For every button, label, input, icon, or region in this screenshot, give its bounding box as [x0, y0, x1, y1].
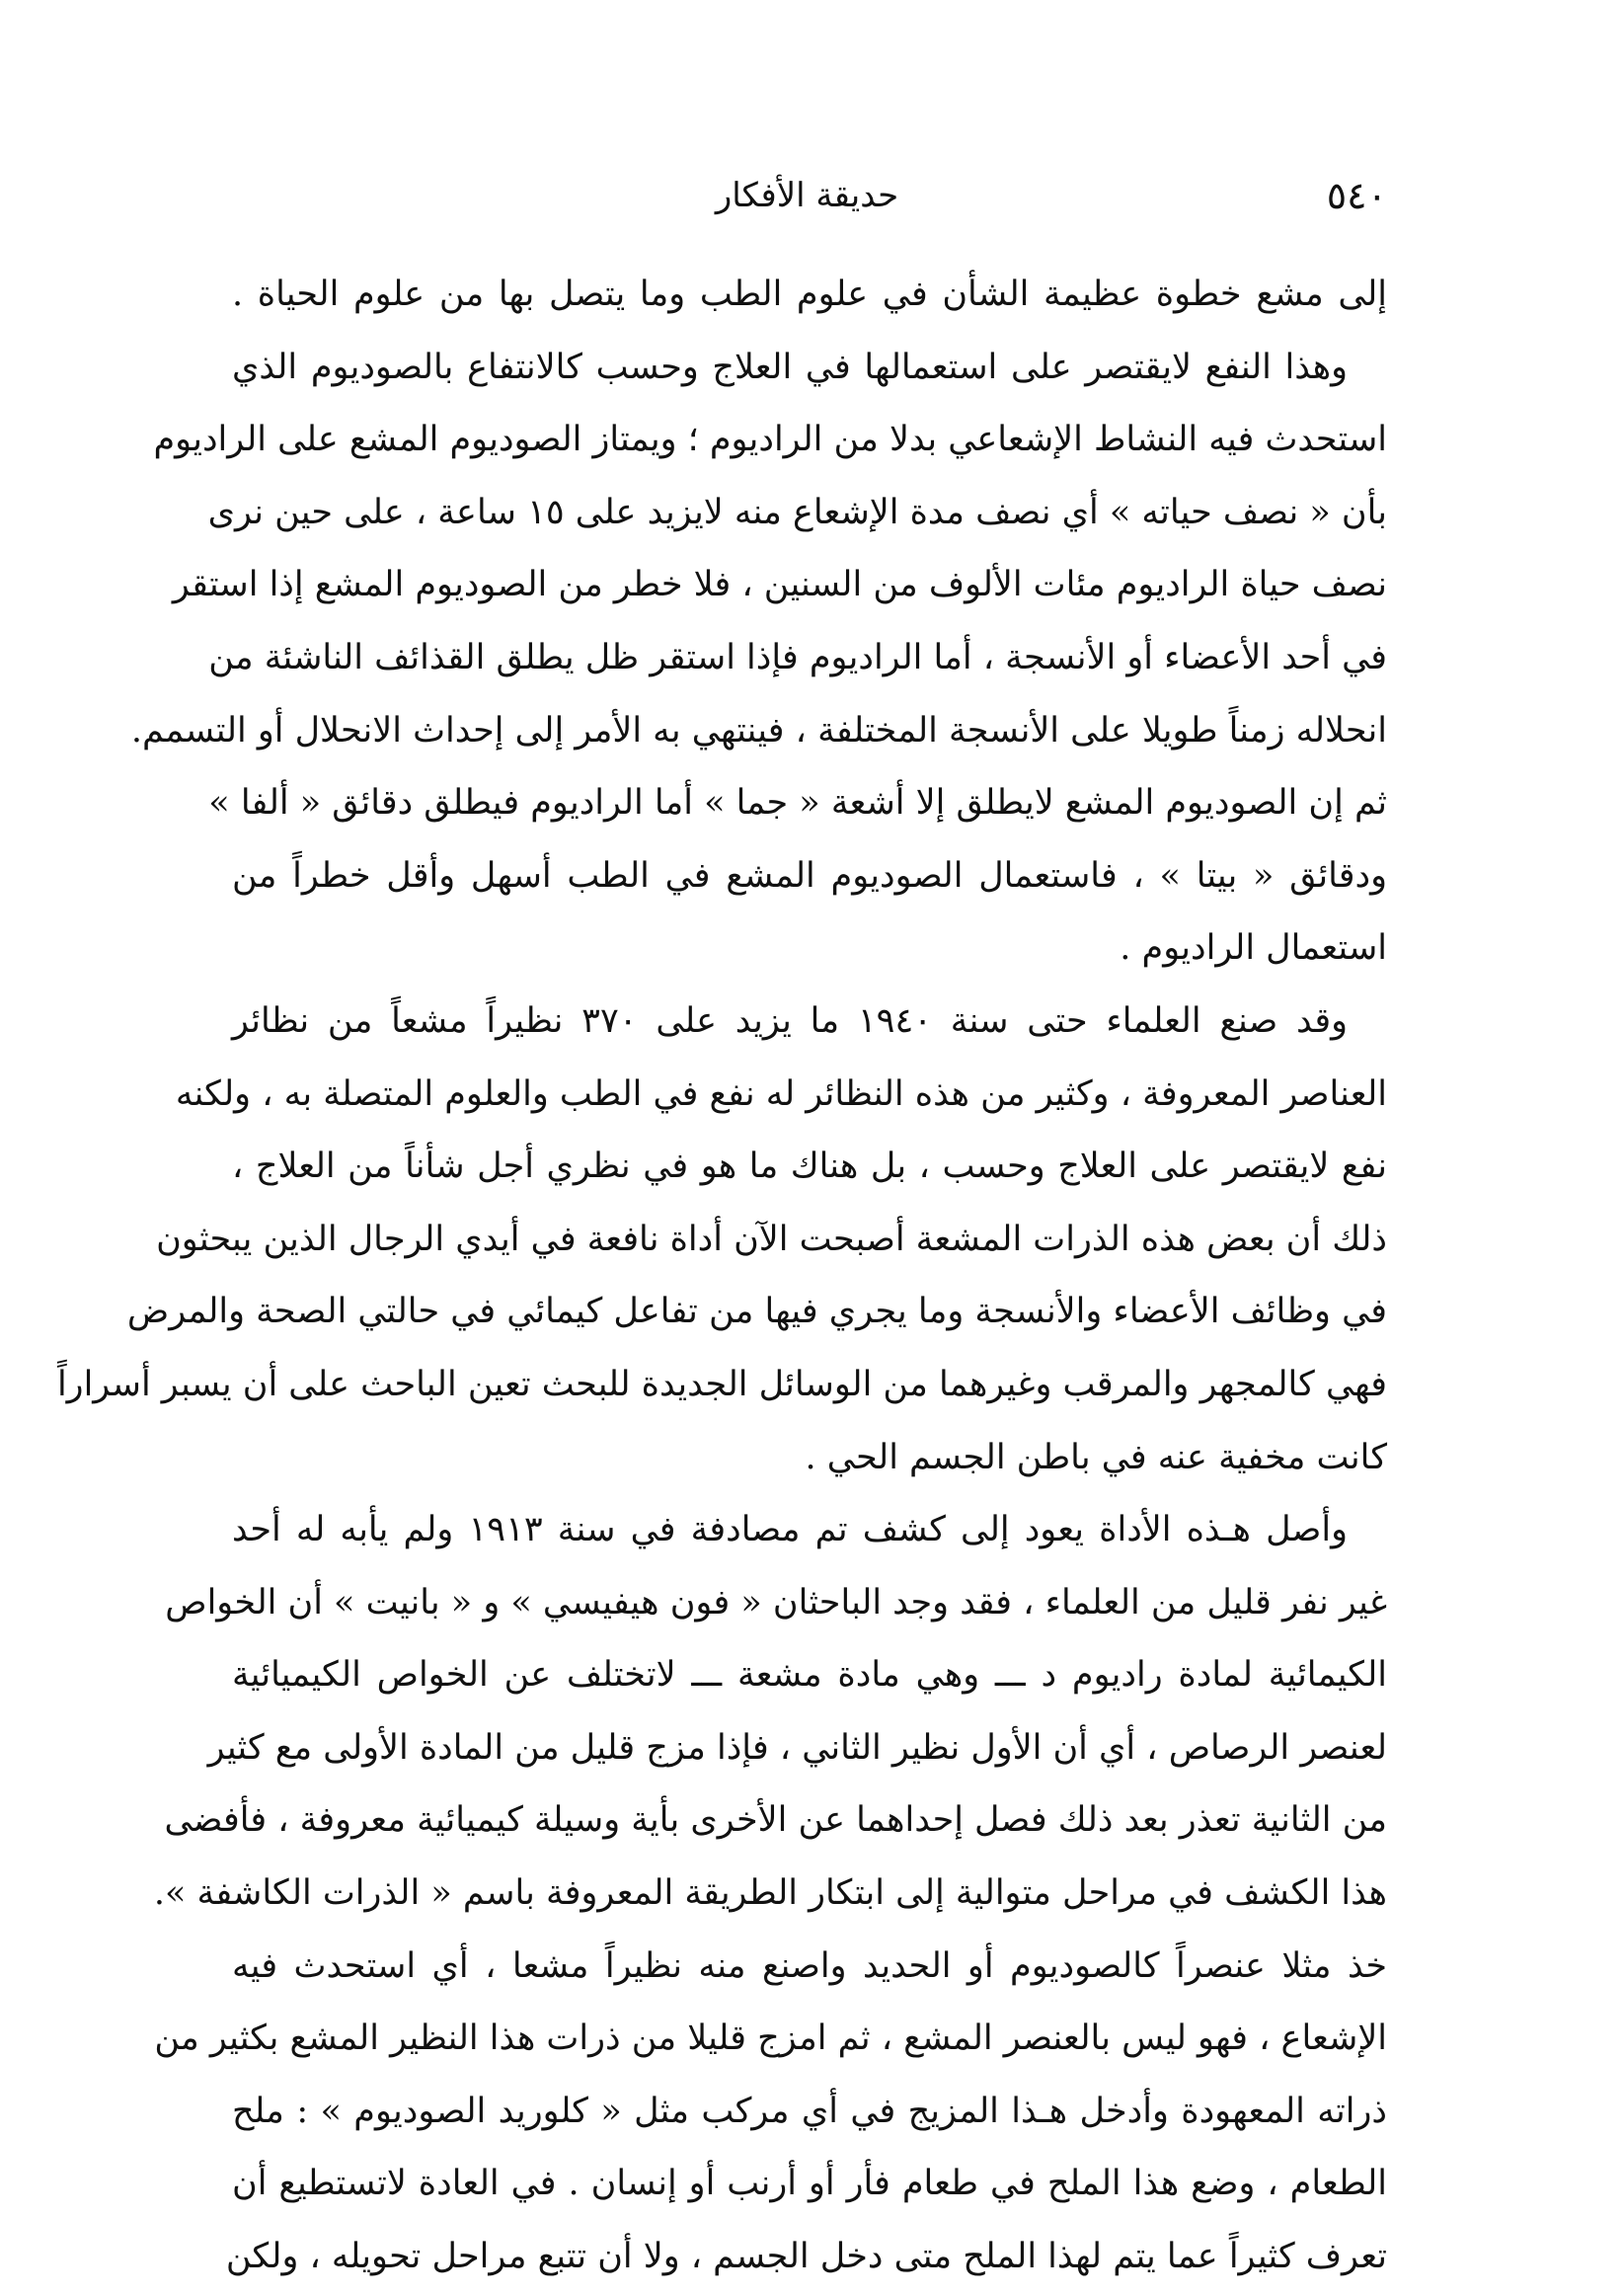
text-line: الطعام ، وضع هذا الملح في طعام فأر أو أرنب أو إنسان . في العادة لاتستطيع أن: [232, 2164, 1387, 2204]
text-line: ودقائق « بيتا » ، فاستعمال الصوديوم المشع في الطب أسهل وأقل خطراً من: [232, 855, 1387, 896]
running-head: [227, 166, 1387, 225]
body-text: [56, 259, 1387, 2294]
text-line: العناصر المعروفة ، وكثير من هذه النظائر له نفع في الطب والعلوم المتصلة به ، ولكنه: [175, 1073, 1387, 1114]
text-line: كانت مخفية عنه في باطن الجسم الحي .: [805, 1437, 1387, 1477]
text-line: وهذا النفع لايقتصر على استعمالها في العلاج وحسب كالانتفاع بالصوديوم الذي: [232, 347, 1348, 387]
text-line: هذا الكشف في مراحل متوالية إلى ابتكار الطريقة المعروفة باسم « الذرات الكاشفة ».: [153, 1873, 1387, 1914]
page-number: ٥٤٠: [1326, 174, 1387, 217]
text-line: تعرف كثيراً عما يتم لهذا الملح متى دخل الجسم ، ولا أن تتبع مراحل تحويله ، ولكن: [225, 2237, 1387, 2277]
text-line: من الثانية تعذر بعد ذلك فصل إحداهما عن الأخرى بأية وسيلة كيميائية معروفة ، فأفضى: [164, 1800, 1387, 1841]
text-line: نفع لايقتصر على العلاج وحسب ، بل هناك ما هو في نظري أجل شأناً من العلاج ،: [232, 1147, 1387, 1187]
text-line: وقد صنع العلماء حتى سنة ١٩٤٠ ما يزيد على ٣٧٠ نظيراً مشعاً من نظائر: [232, 1000, 1348, 1041]
text-line: في أحد الأعضاء أو الأنسجة ، أما الراديوم فإذا استقر ظل يطلق القذائف الناشئة من: [208, 637, 1387, 677]
text-line: لعنصر الرصاص ، أي أن الأول نظير الثاني ، فإذا مزج قليل من المادة الأولى مع كثير: [207, 1727, 1387, 1768]
text-line: ذراته المعهودة وأدخل هـذا المزيج في أي مركب مثل « كلوريد الصوديوم » : ملح: [232, 2091, 1387, 2131]
text-line: خذ مثلا عنصراً كالصوديوم أو الحديد واصنع منه نظيراً مشعا ، أي استحدث فيه: [232, 1945, 1387, 1986]
text-line: وأصل هـذه الأداة يعود إلى كشف تم مصادفة في سنة ١٩١٣ ولم يأبه له أحد: [232, 1510, 1349, 1550]
text-line: ثم إن الصوديوم المشع لايطلق إلا أشعة « جما » أما الراديوم فيطلق دقائق « ألفا »: [208, 783, 1387, 824]
text-line: الإشعاع ، فهو ليس بالعنصر المشع ، ثم امزج قليلا من ذرات هذا النظير المشع بكثير من: [154, 2019, 1387, 2059]
running-title: حديقة الأفكار: [715, 176, 899, 215]
text-line: إلى مشع خطوة عظيمة الشأن في علوم الطب وما يتصل بها من علوم الحياة .: [232, 275, 1387, 314]
text-line: نصف حياة الراديوم مئات الألوف من السنين ، فلا خطر من الصوديوم المشع إذا استقر: [172, 565, 1387, 605]
text-line: الكيمائية لمادة راديوم د ـــ وهي مادة مشعة ـــ لاتختلف عن الخواص الكيميائية: [232, 1655, 1387, 1696]
text-line: في وظائف الأعضاء والأنسجة وما يجري فيها من تفاعل كيمائي في حالتي الصحة والمرض: [126, 1292, 1387, 1332]
text-line: انحلاله زمناً طويلا على الأنسجة المختلفة ، فينتهي به الأمر إلى إحداث الانحلال أو التسمم.: [130, 710, 1387, 751]
text-line: غير نفر قليل من العلماء ، فقد وجد الباحثان « فون هيفيسي » و « بانيت » أن الخواص: [165, 1582, 1387, 1623]
text-line: استحدث فيه النشاط الإشعاعي بدلا من الراديوم ؛ ويمتاز الصوديوم المشع على الراديوم: [153, 420, 1387, 460]
text-line: استعمال الراديوم .: [1120, 928, 1387, 969]
text-line: بأن « نصف حياته » أي نصف مدة الإشعاع منه لايزيد على ١٥ ساعة ، على حين نرى: [207, 492, 1387, 532]
text-line: فهي كالمجهر والمرقب وغيرهما من الوسائل الجديدة للبحث تعين الباحث على أن يسبر أسراراً: [56, 1364, 1387, 1404]
text-line: ذلك أن بعض هذه الذرات المشعة أصبحت الآن أداة نافعة في أيدي الرجال الذين يبحثون: [156, 1219, 1387, 1259]
